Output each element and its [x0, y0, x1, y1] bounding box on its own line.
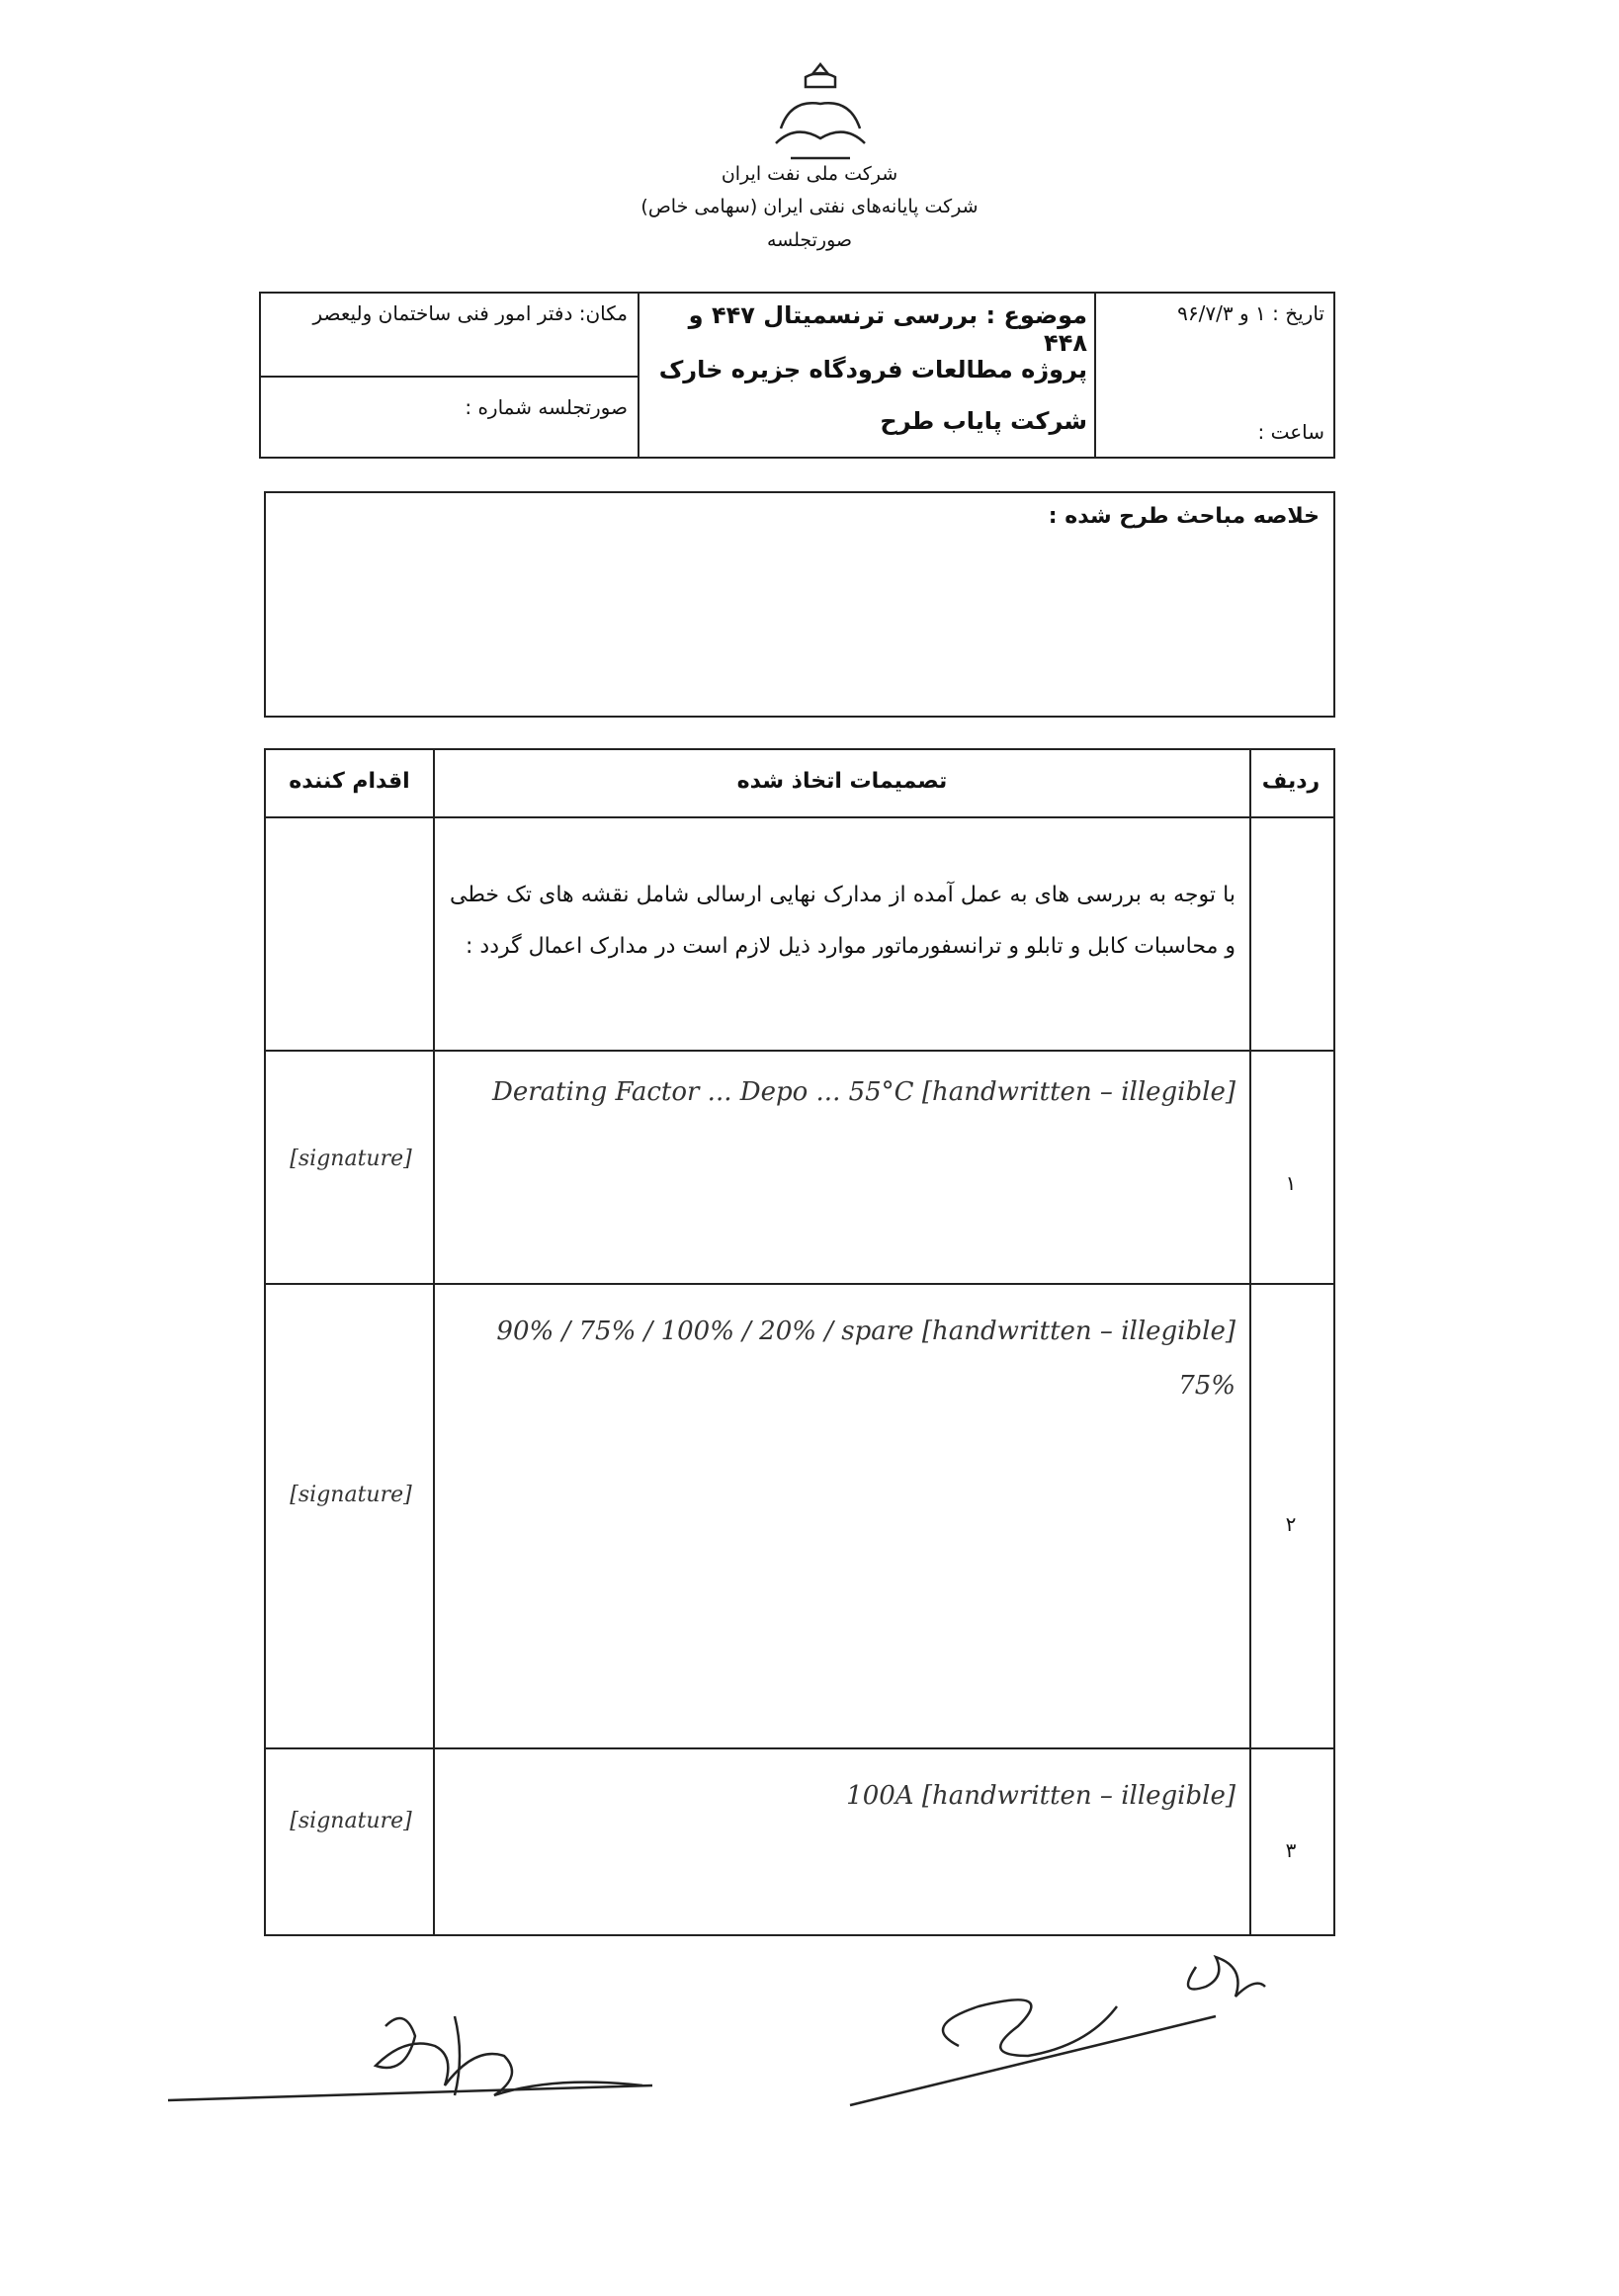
handwritten-decision: [handwritten – illegible] Derating Factor ... Depo ... 55°C	[491, 1077, 1236, 1107]
doc-type: صورتجلسه	[766, 229, 853, 251]
org-name: شرکت ملی نفت ایران	[721, 163, 898, 185]
row-number: ۱	[1285, 1171, 1297, 1195]
signature-right	[840, 1937, 1285, 2115]
summary-label: خلاصه مباحث طرح شده :	[1048, 504, 1320, 529]
header-decisions: تصمیمات اتخاذ شده	[736, 769, 948, 794]
date-field: تاریخ : ۱ و ۹۶/۷/۳	[1177, 301, 1324, 325]
subject: موضوع : بررسی ترنسمیتال ۴۴۷ و ۴۴۸	[688, 301, 1087, 357]
time-label: ساعت :	[1257, 420, 1324, 444]
project-title: پروژه مطالعات فرودگاه جزیره خارک	[658, 356, 1087, 383]
handwritten-decision: [handwritten – illegible] 90% / 75% / 100% / 20% / spare 75%	[496, 1317, 1236, 1401]
signature-left	[158, 1987, 712, 2135]
header-actor: اقدام کننده	[289, 769, 410, 794]
actor-signature: [signature]	[290, 1809, 412, 1833]
minutes-number-label: صورتجلسه شماره :	[465, 395, 628, 419]
header-row-number: ردیف	[1261, 769, 1321, 794]
row-number: ۳	[1285, 1838, 1297, 1862]
row-number: ۲	[1285, 1512, 1297, 1536]
intro-paragraph: با توجه به بررسی های به عمل آمده از مدارک نهایی ارسالی شامل نقشه های تک خطی و محاسبات کابل و تابلو و ترانسفورماتور موارد ذیل لازم است در مدارک اعمال گردد :	[450, 883, 1236, 959]
company-name: شرکت پایاب طرح	[880, 407, 1087, 435]
actor-signature: [signature]	[290, 1483, 412, 1507]
nioc-emblem-icon	[761, 59, 880, 168]
location: مکان: دفتر امور فنی ساختمان ولیعصر	[312, 301, 628, 325]
actor-signature: [signature]	[290, 1147, 412, 1171]
handwritten-decision: [handwritten – illegible] 100A	[846, 1781, 1236, 1811]
org-subsidiary: شرکت پایانه‌های نفتی ایران (سهامی خاص)	[640, 196, 979, 217]
